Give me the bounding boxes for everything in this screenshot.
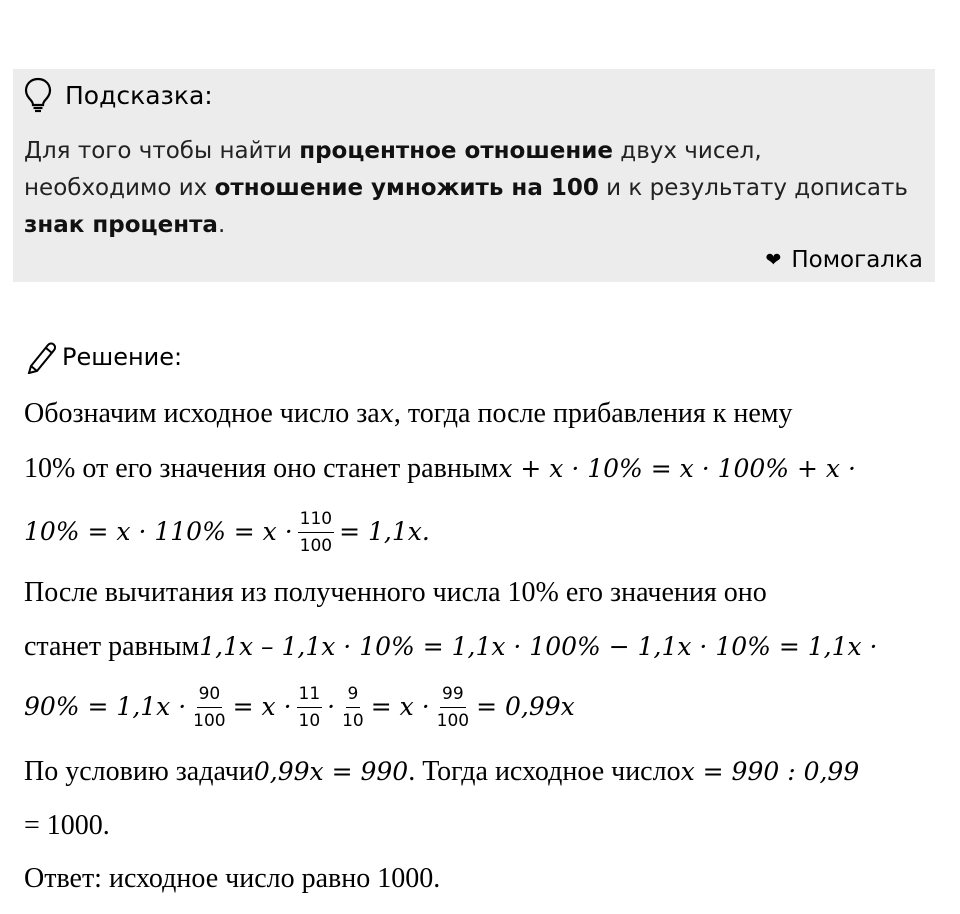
formula: 10% = x · 110% = x ·: [24, 517, 293, 546]
signature-text: Помогалка: [791, 247, 923, 273]
solution-line-4: После вычитания из полученного числа 10% его значения оно: [24, 577, 767, 608]
bold-term: процентное отношение: [299, 138, 613, 164]
solution-header: [26, 338, 182, 376]
formula: x + x · 10% = x · 100% + x ·: [498, 454, 856, 483]
signature: [765, 247, 923, 273]
solution-line-5: станет равным 1,1x – 1,1x · 10% = 1,1x · 100% − 1,1x · 10% = 1,1x ·: [24, 631, 878, 662]
fraction: $\frac{9}{10}$: [342, 683, 364, 731]
fraction: $\frac{11}{10}$: [298, 683, 321, 731]
hint-line-2: необходимо их отношение умножить на 100 и к результату дописать: [24, 175, 908, 201]
solution-line-7: По условию задачи 0,99x = 990 . Тогда исходное число x = 990 : 0,99: [24, 756, 860, 787]
hint-box: [13, 69, 935, 282]
solution-line-3: 10% = x · 110% = x · $\frac{110}{100}$ = 1,1x.: [24, 508, 430, 556]
solution-line-2: 10% от его значения оно станет равным x + x · 10% = x · 100% + x ·: [24, 453, 856, 484]
pencil-icon: [26, 340, 58, 374]
hint-title: Подсказка:: [65, 80, 213, 110]
solution-line-6: 90% = 1,1x · $\frac{90}{100}$ = x · $\frac{11}{10}$ · $\frac{9}{10}$ = x · $\frac{99}{100}$ = 0,99x: [24, 683, 575, 731]
fraction: $\frac{99}{100}$: [436, 683, 470, 731]
bold-term: знак процента: [24, 212, 218, 238]
answer-line: Ответ: исходное число равно 1000.: [24, 863, 441, 894]
fraction: $\frac{110}{100}$: [299, 508, 333, 556]
hint-line-3: знак процента.: [24, 212, 226, 238]
heart-icon: ❤: [765, 249, 782, 271]
hint-header: [23, 77, 213, 113]
bold-term: отношение умножить на 100: [214, 175, 599, 201]
formula: 1,1x – 1,1x · 10% = 1,1x · 100% − 1,1x · 10% = 1,1x ·: [199, 632, 878, 661]
hint-line-1: Для того чтобы найти процентное отношение двух чисел,: [24, 138, 762, 164]
fraction: $\frac{90}{100}$: [193, 683, 226, 731]
solution-line-1: Обозначим исходное число за x , тогда после прибавления к нему: [24, 398, 793, 429]
solution-line-8: = 1000.: [24, 810, 110, 841]
solution-title: Решение:: [62, 343, 183, 371]
hint-text: [24, 133, 929, 244]
lightbulb-icon: [23, 77, 53, 113]
